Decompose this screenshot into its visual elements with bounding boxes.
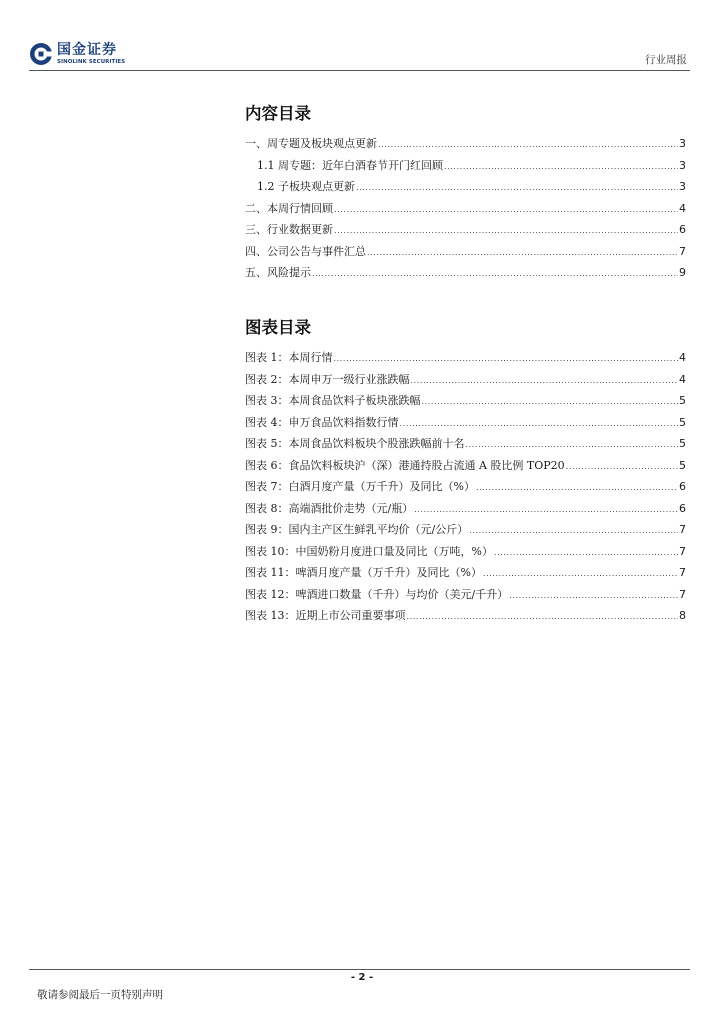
toc-page-number: 3 bbox=[679, 180, 686, 193]
figures-toc-entry[interactable] bbox=[245, 455, 686, 477]
contents-toc-entry[interactable] bbox=[245, 219, 686, 241]
figures-toc-entry[interactable] bbox=[245, 347, 686, 369]
contents-toc-entry[interactable] bbox=[245, 176, 686, 198]
toc-dot-leader bbox=[414, 499, 678, 521]
figures-toc-entry[interactable] bbox=[245, 476, 686, 498]
toc-dot-leader bbox=[469, 520, 678, 542]
toc-page-number: 5 bbox=[679, 394, 686, 407]
contents-toc-entry[interactable] bbox=[245, 198, 686, 220]
toc-page-number: 6 bbox=[679, 480, 686, 493]
figures-toc-entry[interactable] bbox=[245, 562, 686, 584]
toc-dot-leader bbox=[334, 348, 679, 370]
toc-entry-label: 五、风险提示 bbox=[245, 266, 311, 279]
figures-toc-entry[interactable] bbox=[245, 519, 686, 541]
report-type-label: 行业周报 bbox=[645, 54, 687, 66]
figures-toc-entry[interactable] bbox=[245, 369, 686, 391]
sinolink-logo-icon bbox=[29, 42, 53, 66]
toc-page-number: 5 bbox=[679, 437, 686, 450]
toc-page-number: 6 bbox=[679, 501, 686, 515]
toc-dot-leader bbox=[400, 413, 679, 435]
toc-dot-leader bbox=[334, 199, 678, 221]
figures-toc-entry[interactable] bbox=[245, 498, 686, 520]
toc-entry-label: 1.1 周专题：近年白酒春节开门红回顾 bbox=[257, 158, 443, 172]
toc-dot-leader bbox=[494, 542, 678, 564]
toc-entry-label: 二、本周行情回顾 bbox=[245, 201, 333, 215]
footer-disclaimer: 敬请参阅最后一页特别声明 bbox=[37, 989, 163, 1001]
figures-toc-list bbox=[245, 347, 686, 627]
toc-dot-leader bbox=[566, 456, 678, 478]
toc-page-number: 3 bbox=[679, 137, 686, 150]
toc-entry-label: 图表 8：高端酒批价走势（元/瓶） bbox=[245, 501, 414, 515]
footer-divider bbox=[29, 969, 690, 970]
toc-page-number: 4 bbox=[679, 201, 686, 215]
toc-page-number: 5 bbox=[679, 458, 686, 472]
toc-dot-leader bbox=[411, 370, 679, 392]
toc-dot-leader bbox=[334, 220, 678, 242]
toc-entry-label: 三、行业数据更新 bbox=[245, 223, 333, 236]
toc-entry-label: 四、公司公告与事件汇总 bbox=[245, 244, 366, 258]
figures-toc-entry[interactable] bbox=[245, 390, 686, 412]
toc-dot-leader bbox=[444, 156, 678, 178]
toc-page-number: 5 bbox=[679, 415, 686, 429]
toc-entry-label: 图表 3：本周食品饮料子板块涨跌幅 bbox=[245, 394, 421, 407]
toc-dot-leader bbox=[312, 263, 678, 285]
figures-toc-entry[interactable] bbox=[245, 433, 686, 455]
toc-entry-label: 一、周专题及板块观点更新 bbox=[245, 137, 377, 150]
toc-entry-label: 图表 1：本周行情 bbox=[245, 351, 333, 364]
toc-page-number: 7 bbox=[679, 587, 686, 601]
logo-english-name: SINOLINK SECURITIES bbox=[57, 58, 126, 65]
contents-toc-entry[interactable] bbox=[245, 133, 686, 155]
toc-page-number: 7 bbox=[679, 566, 686, 579]
toc-dot-leader bbox=[356, 177, 678, 199]
logo-chinese-name: 国金证券 bbox=[57, 41, 117, 58]
contents-toc-entry[interactable] bbox=[245, 241, 686, 263]
figures-toc-entry[interactable] bbox=[245, 584, 686, 606]
toc-dot-leader bbox=[378, 134, 678, 156]
toc-entry-label: 图表 5：本周食品饮料板块个股涨跌幅前十名 bbox=[245, 437, 465, 450]
figures-toc-entry[interactable] bbox=[245, 541, 686, 563]
company-logo bbox=[29, 41, 125, 67]
toc-page-number: 9 bbox=[679, 266, 686, 279]
contents-toc-list bbox=[245, 133, 686, 284]
page-number: - 2 - bbox=[350, 972, 374, 983]
toc-entry-label: 图表 2：本周申万一级行业涨跌幅 bbox=[245, 372, 410, 386]
toc-dot-leader bbox=[367, 242, 678, 264]
toc-page-number: 8 bbox=[679, 609, 686, 622]
toc-page-number: 4 bbox=[679, 372, 686, 386]
toc-page-number: 7 bbox=[679, 544, 686, 558]
page-header bbox=[0, 0, 724, 72]
contents-toc-entry[interactable] bbox=[245, 155, 686, 177]
toc-entry-label: 1.2 子板块观点更新 bbox=[257, 180, 355, 193]
figures-toc-entry[interactable] bbox=[245, 412, 686, 434]
toc-entry-label: 图表 6：食品饮料板块沪（深）港通持股占流通 A 股比例 TOP20 bbox=[245, 458, 565, 472]
toc-entry-label: 图表 9：国内主产区生鲜乳平均价（元/公斤） bbox=[245, 523, 469, 536]
toc-page-number: 4 bbox=[679, 351, 686, 364]
contents-toc-title: 内容目录 bbox=[245, 104, 311, 123]
figures-toc bbox=[245, 316, 686, 627]
figures-toc-title: 图表目录 bbox=[245, 318, 311, 337]
toc-dot-leader bbox=[407, 606, 679, 628]
header-divider bbox=[29, 70, 690, 71]
toc-entry-label: 图表 13：近期上市公司重要事项 bbox=[245, 609, 406, 622]
toc-entry-label: 图表 7：白酒月度产量（万千升）及同比（%） bbox=[245, 480, 475, 493]
figures-toc-entry[interactable] bbox=[245, 605, 686, 627]
toc-page-number: 6 bbox=[679, 223, 686, 236]
toc-dot-leader bbox=[466, 434, 679, 456]
toc-page-number: 7 bbox=[679, 523, 686, 536]
toc-entry-label: 图表 12：啤酒进口数量（千升）与均价（美元/千升） bbox=[245, 587, 509, 601]
toc-entry-label: 图表 10：中国奶粉月度进口量及同比（万吨，%） bbox=[245, 544, 493, 558]
toc-dot-leader bbox=[422, 391, 679, 413]
toc-dot-leader bbox=[483, 563, 678, 585]
toc-dot-leader bbox=[509, 585, 678, 607]
toc-entry-label: 图表 4：申万食品饮料指数行情 bbox=[245, 415, 399, 429]
toc-entry-label: 图表 11：啤酒月度产量（万千升）及同比（%） bbox=[245, 566, 482, 579]
toc-page-number: 7 bbox=[679, 244, 686, 258]
contents-toc bbox=[245, 102, 686, 284]
toc-page-number: 3 bbox=[679, 158, 686, 172]
toc-dot-leader bbox=[476, 477, 678, 499]
contents-toc-entry[interactable] bbox=[245, 262, 686, 284]
